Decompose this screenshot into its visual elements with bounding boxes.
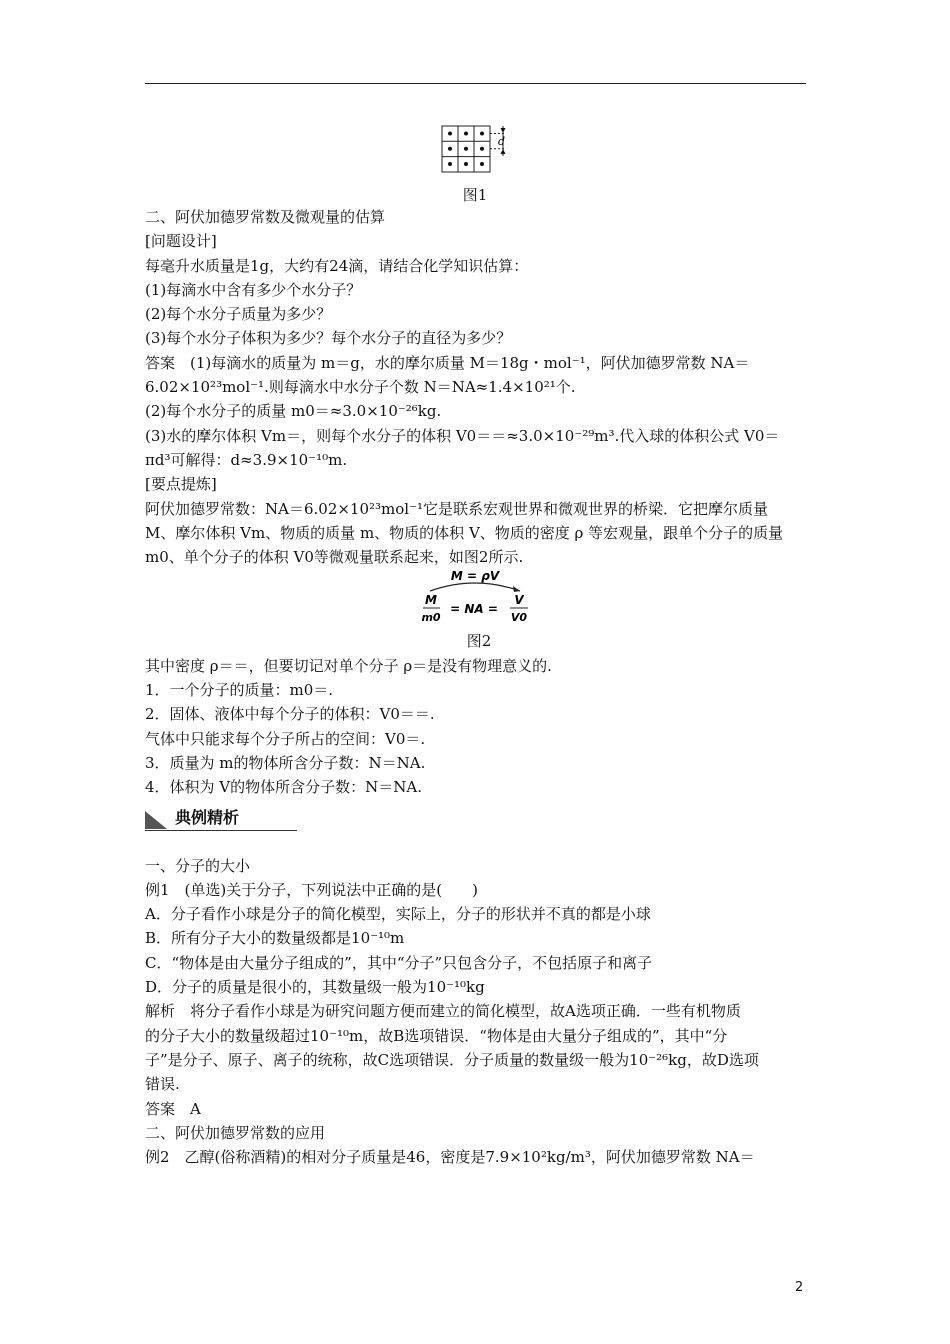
question-1: (1)每滴水中含有多少个水分子？ xyxy=(145,280,362,299)
section-header-examples xyxy=(145,804,813,836)
header-rule xyxy=(145,83,806,84)
question-3: (3)每个水分子体积为多少？每个水分子的直径为多少？ xyxy=(145,329,512,348)
fraction-numerator-v: V xyxy=(514,593,524,608)
point-2: 2．固体、液体中每个分子的体积：V0＝＝. xyxy=(145,705,435,724)
answer-line-2: 6.02×10²³mol⁻¹.则每滴水中水分子个数 N＝NA≈1.4×10²¹个. xyxy=(145,378,576,397)
analysis-line-1: 解析 将分子看作小球是为研究问题方便而建立的简化模型，故A选项正确．一些有机物质 xyxy=(145,1002,741,1021)
section-underline xyxy=(145,830,297,831)
example-1-question: 例1 (单选)关于分子，下列说法中正确的是( ) xyxy=(145,880,478,899)
key-points-line-1: 阿伏加德罗常数：NA＝6.02×10²³mol⁻¹它是联系宏观世界和微观世界的桥梁．它把摩尔质量 xyxy=(145,499,769,518)
fraction-denominator-m0: m0 xyxy=(421,611,441,625)
problem-design-label: [问题设计] xyxy=(145,232,217,251)
question-2: (2)每个水分子质量为多少？ xyxy=(145,305,332,324)
example-2-question: 例2 乙醇(俗称酒精)的相对分子质量是46，密度是7.9×10²kg/m³，阿伏加德罗常数 NA＝ xyxy=(145,1148,755,1167)
key-points-line-2: M、摩尔体积 Vm、物质的质量 m、物质的体积 V、物质的密度 ρ 等宏观量，跟单个分子的质量 xyxy=(145,523,784,542)
answer-line-1: 答案 (1)每滴水的质量为 m＝g，水的摩尔质量 M＝18g・mol⁻¹，阿伏加德罗常数 NA＝ xyxy=(145,353,750,372)
gas-note: 气体中只能求每个分子所占的空间：V0＝. xyxy=(145,729,426,748)
relation-na-label: = NA = xyxy=(450,602,498,617)
option-d: D．分子的质量是很小的，其数量级一般为10⁻¹⁰kg xyxy=(145,978,485,997)
option-a: A．分子看作小球是分子的简化模型，实际上，分子的形状并不真的都是小球 xyxy=(145,905,651,924)
figure2-caption: 图2 xyxy=(466,632,492,651)
example-1-answer: 答案 A xyxy=(145,1099,201,1118)
page-number: 2 xyxy=(795,1280,804,1295)
option-c: C．“物体是由大量分子组成的”，其中“分子”只包含分子，不包括原子和离子 xyxy=(145,953,653,972)
analysis-line-2: 的分子大小的数量级超过10⁻¹⁰m，故B选项错误．“物体是由大量分子组成的”，其中“分 xyxy=(145,1026,728,1045)
avogadro-relation-figure xyxy=(145,569,813,629)
analysis-line-3: 子”是分子、原子、离子的统称，故C选项错误．分子质量的数量级一般为10⁻²⁶kg，故D选项 xyxy=(145,1050,759,1069)
figure1-caption: 图1 xyxy=(462,186,488,204)
point-4: 4．体积为 V的物体所含分子数：N＝NA. xyxy=(145,778,422,797)
problem-statement: 每毫升水质量是1g，大约有24滴，请结合化学知识估算： xyxy=(145,256,529,275)
topic-molecule-size: 一、分子的大小 xyxy=(145,856,251,875)
key-points-label: [要点提炼] xyxy=(145,475,217,494)
section-corner-icon xyxy=(145,811,167,829)
density-note: 其中密度 ρ＝＝，但要切记对单个分子 ρ＝是没有物理意义的. xyxy=(145,656,552,675)
distance-d-label: d xyxy=(498,135,506,148)
fraction-denominator-v0: V0 xyxy=(510,611,528,625)
relation-top-label: M = ρV xyxy=(450,569,500,584)
option-b: B．所有分子大小的数量级都是10⁻¹⁰m xyxy=(145,929,405,948)
analysis-line-4: 错误. xyxy=(145,1075,180,1094)
point-3: 3．质量为 m的物体所含分子数：N＝NA. xyxy=(145,753,426,772)
heading-avogadro: 二、阿伏加德罗常数及微观量的估算 xyxy=(145,208,386,226)
answer-line-4: (3)水的摩尔体积 Vm＝，则每个水分子的体积 V0＝＝≈3.0×10⁻²⁹m³.代入球的体积公式 V0＝ xyxy=(145,426,780,445)
point-1: 1．一个分子的质量：m0＝. xyxy=(145,681,334,700)
document-body xyxy=(145,205,813,1169)
fraction-numerator-m: M xyxy=(425,593,437,608)
section-title: 典例精析 xyxy=(175,807,240,827)
key-points-line-3: m0、单个分子的体积 V0等微观量联系起来，如图2所示. xyxy=(145,548,524,567)
molecule-grid-figure xyxy=(440,124,520,174)
answer-line-3: (2)每个水分子的质量 m0＝≈3.0×10⁻²⁶kg. xyxy=(145,402,442,421)
answer-line-5: πd³可解得：d≈3.9×10⁻¹⁰m. xyxy=(145,450,348,469)
topic-avogadro-application: 二、阿伏加德罗常数的应用 xyxy=(145,1123,326,1142)
